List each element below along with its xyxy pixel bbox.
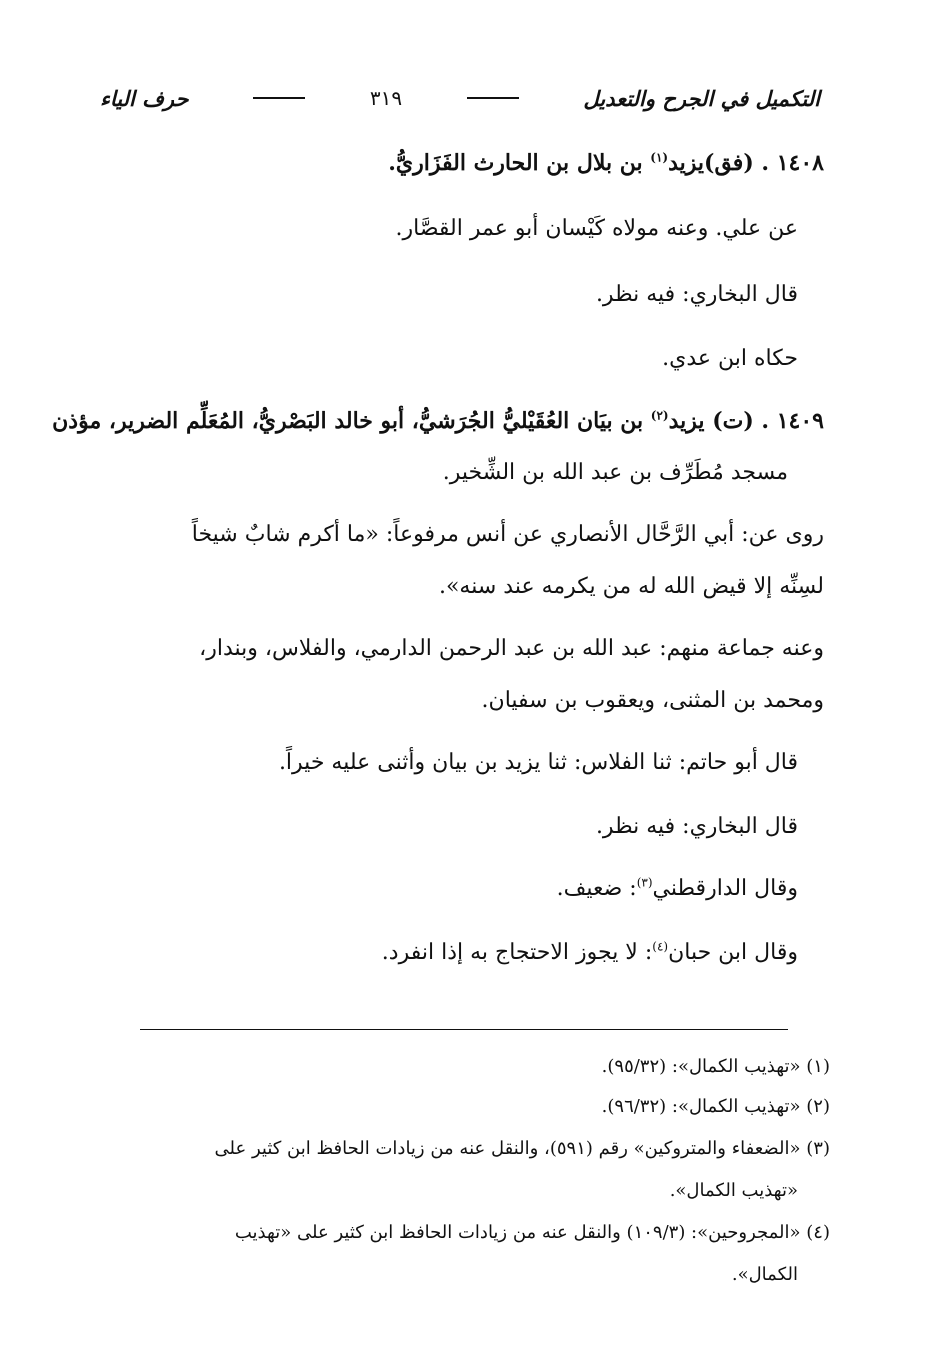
book-title: التكميل في الجرح والتعديل: [583, 85, 820, 111]
page-number: ٣١٩: [369, 86, 403, 110]
footnote: (٤) «المجروحين»: (١٠٩/٣) والنقل عنه من زيادات الحافظ ابن كثير على «تهذيب: [234, 1222, 830, 1243]
footnote: (١) «تهذيب الكمال»: (٩٥/٣٢).: [601, 1056, 830, 1077]
entry-text-line: ومحمد بن المثنى، ويعقوب بن سفيان.: [481, 688, 824, 713]
footnote: (٢) «تهذيب الكمال»: (٩٦/٣٢).: [601, 1096, 830, 1117]
entry-text-line: لسِنِّه إلا قيض الله له من يكرمه عند سنه».: [438, 574, 824, 599]
quote-text: : ضعيف.: [556, 876, 637, 901]
quote-source: وقال الدارقطني: [652, 876, 798, 901]
entry-text-line: [382, 938, 798, 968]
entry-text-line: حكاه ابن عدي.: [662, 346, 798, 371]
entry-heading: [388, 148, 824, 178]
header-separator: [253, 97, 305, 99]
entry-text-line: روى عن: أبي الرَّحَّال الأنصاري عن أنس مرفوعاً: «ما أكرم شابٌ شيخاً: [191, 522, 824, 547]
footnote-divider: [140, 1029, 788, 1030]
entry-text-line: عن علي. وعنه مولاه كَيْسان أبو عمر القصَّار.: [395, 216, 798, 241]
entry-number: ١٤٠٨ .: [761, 150, 824, 176]
entry-heading: [52, 406, 824, 436]
entry-heading-continued: مسجد مُطَرِّف بن عبد الله بن الشِّخير.: [442, 460, 788, 485]
entry-text-line: قال البخاري: فيه نظر.: [595, 282, 798, 307]
footnote-marker: (٤): [652, 939, 669, 954]
running-header: [100, 80, 820, 116]
entry-text-line: قال أبو حاتم: ثنا الفلاس: ثنا يزيد بن بيان وأثنى عليه خيراً.: [278, 750, 798, 775]
header-separator: [467, 97, 519, 99]
quote-text: : لا يجوز الاحتجاج به إذا انفرد.: [381, 940, 653, 965]
entry-text-line: [557, 874, 798, 904]
footnote: (٣) «الضعفاء والمتروكين» رقم (٥٩١)، والنقل عنه من زيادات الحافظ ابن كثير على: [214, 1138, 830, 1159]
entry-number: ١٤٠٩ .: [761, 408, 824, 434]
entry-name-rest: بن بيَان العُقَيْليُّ الجُرَشيُّ، أبو خالد البَصْريُّ، المُعَلِّم الضرير، مؤذن: [52, 408, 644, 434]
footnote-continued: «تهذيب الكمال».: [669, 1180, 798, 1201]
entry-name: (فق)يزيد: [668, 150, 754, 176]
footnote-continued: الكمال».: [731, 1264, 798, 1285]
section-title: حرف الياء: [100, 85, 189, 111]
footnote-marker: (٢): [650, 408, 669, 423]
entry-text-line: وعنه جماعة منهم: عبد الله بن عبد الرحمن الدارمي، والفلاس، وبندار،: [199, 636, 824, 661]
entry-name: (ت) يزيد: [668, 408, 754, 434]
quote-source: وقال ابن حبان: [668, 940, 798, 965]
entry-name-rest: بن بلال بن الحارث الفَزَاريُّ.: [388, 150, 643, 176]
entry-text-line: قال البخاري: فيه نظر.: [595, 814, 798, 839]
footnote-marker: (١): [650, 150, 669, 165]
footnote-marker: (٣): [636, 875, 653, 890]
